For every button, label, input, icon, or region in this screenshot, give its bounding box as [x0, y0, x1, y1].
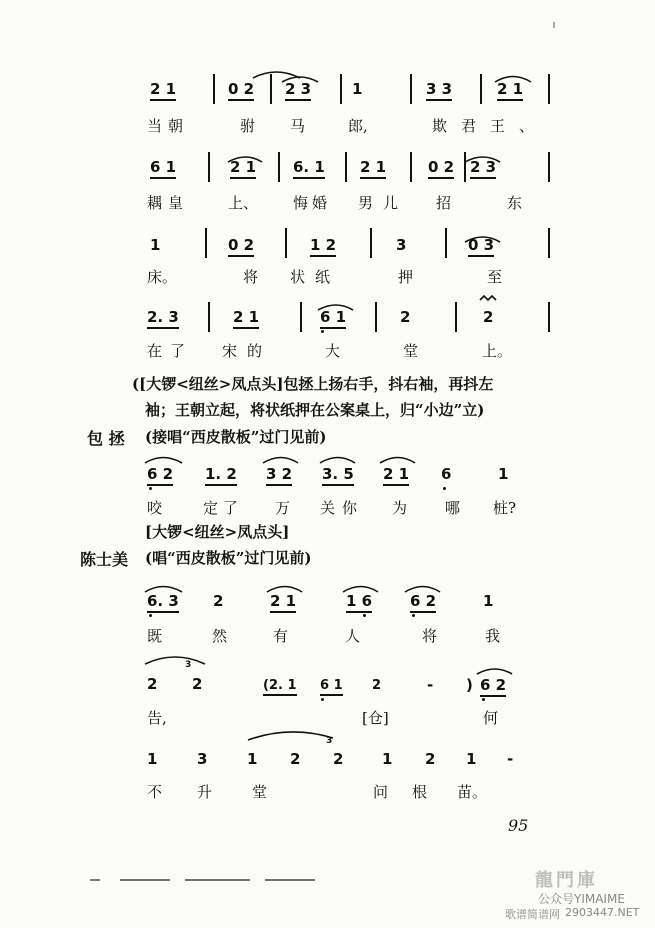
lyric: 升 [197, 783, 213, 801]
lyric: 当朝 [147, 117, 190, 135]
lyric: 在了 [147, 342, 194, 360]
lyric: 何 [483, 709, 499, 727]
low-octave-dot [321, 330, 324, 333]
note-group: 2 1 [383, 465, 409, 486]
lyric: 至 [487, 268, 503, 286]
note-group: 1 [352, 80, 363, 98]
note-group: 3 2 [266, 465, 292, 486]
lyric: 悔婚 [293, 194, 332, 212]
low-octave-dot [321, 698, 324, 701]
lyric: 堂 [403, 342, 419, 360]
lyric: 男儿 [358, 194, 409, 212]
note-group: 0 2 [428, 158, 454, 179]
lyric: 苗。 [457, 783, 488, 801]
lyric: 招 [436, 194, 452, 212]
bar-line [375, 302, 377, 332]
lyric: 郎, [348, 117, 368, 135]
note-group: 0 2 [228, 236, 254, 257]
note-group: 1 [247, 750, 258, 768]
note-group: 1 2 [310, 236, 336, 257]
note-group: 6. 3 [147, 592, 179, 613]
lyric: 为 [392, 499, 408, 517]
note-group: 2 3 [470, 158, 496, 179]
lyric: 哪 [445, 499, 461, 517]
lyric: 马 [290, 117, 306, 135]
note-group: 2 [192, 675, 203, 693]
low-octave-dot [149, 614, 152, 617]
note-group: 2 1 [230, 158, 256, 179]
low-octave-dot [149, 487, 152, 490]
bar-line [370, 228, 372, 258]
note-group: 2. 3 [147, 308, 179, 329]
grace-note: 3 [185, 660, 192, 670]
note-group: 2 1 [150, 80, 176, 101]
note-group: 3. 5 [322, 465, 354, 486]
watermark-text: 公众号YIMAIME [538, 892, 625, 906]
bar-line [410, 152, 412, 182]
note-group: 3 3 [426, 80, 452, 101]
note-group: 1 [150, 236, 161, 254]
bar-line [278, 152, 280, 182]
grace-note: 3 [326, 736, 333, 746]
note-group: 1 [147, 750, 158, 768]
lyric: 定了 [203, 499, 244, 517]
bar-line [548, 74, 550, 104]
note-group: 2 [483, 308, 494, 326]
lyric: [仓] [362, 709, 389, 727]
note-group: - [507, 750, 514, 768]
note-group: 0 3 [468, 236, 494, 257]
lyric: 驸 [240, 117, 256, 135]
bar-line [340, 74, 342, 104]
note-group: 1 [483, 592, 494, 610]
lyric: 既 [147, 627, 163, 645]
lyric: 耦皇 [147, 194, 190, 212]
bar-line [300, 302, 302, 332]
bar-line [285, 228, 287, 258]
note-group: 6 1 [150, 158, 176, 179]
stage-direction: 袖；王朝立起，将状纸押在公案桌上，归“小边”立) [145, 401, 485, 419]
bar-line [270, 74, 272, 104]
watermark-text: 2903447.NET [565, 906, 640, 919]
lyric: 欺君王、 [432, 117, 549, 135]
bar-line [205, 228, 207, 258]
lyric: 堂 [252, 783, 268, 801]
low-octave-dot [363, 614, 366, 617]
note-group: 2 [333, 750, 344, 768]
lyric: 桩? [493, 499, 517, 517]
bar-line [548, 152, 550, 182]
note-group: 2 1 [270, 592, 296, 613]
lyric: 咬 [147, 499, 163, 517]
watermark-text: 歌谱简谱网 [505, 908, 560, 921]
stage-direction: (唱“西皮散板”过门见前) [145, 549, 312, 567]
lyric: 将 [243, 268, 259, 286]
note-group: (2. 1 [263, 678, 297, 696]
lyric: 万 [275, 499, 291, 517]
note-group: 2 [400, 308, 411, 326]
lyric: 大 [325, 342, 341, 360]
low-octave-dot [482, 698, 485, 701]
role-name: 包 拯 [87, 429, 125, 448]
bar-line [548, 228, 550, 258]
bar-line [548, 302, 550, 332]
lyric: 我 [485, 627, 501, 645]
lyric: 然 [212, 627, 228, 645]
note-group: 6 1 [320, 678, 343, 696]
low-octave-dot [412, 614, 415, 617]
note-group: 6 1 [320, 308, 346, 329]
low-octave-dot [443, 487, 446, 490]
lyric: 押 [398, 268, 414, 286]
watermark-logo: 龍門庫 [535, 870, 598, 891]
note-group: 6 2 [410, 592, 436, 613]
note-group: 2 [213, 592, 224, 610]
note-group: 1. 2 [205, 465, 237, 486]
stage-direction: [大锣<纽丝>凤点头] [145, 523, 290, 541]
stage-direction: ([大锣<纽丝>凤点头]包拯上扬右手，抖右袖，再抖左 [132, 375, 494, 393]
note-group: 2 [290, 750, 301, 768]
note-group: 2 [372, 678, 382, 693]
note-group: ) [466, 676, 473, 694]
note-group: 6 [441, 465, 452, 483]
stage-direction: (接唱“西皮散板”过门见前) [145, 428, 327, 446]
lyric: 将 [422, 627, 438, 645]
note-group: 2 3 [285, 80, 311, 101]
lyric: 告, [147, 709, 167, 727]
bar-line [208, 302, 210, 332]
note-group: 2 [425, 750, 436, 768]
note-group: 0 2 [228, 80, 254, 101]
lyric: 上、 [228, 194, 259, 212]
note-group: 2 1 [233, 308, 259, 329]
page-number: 95 [508, 816, 529, 835]
note-group: 2 1 [360, 158, 386, 179]
note-group: 1 [466, 750, 477, 768]
bar-line [464, 152, 466, 182]
note-group: 2 1 [497, 80, 523, 101]
bar-line [345, 152, 347, 182]
note-group: - [427, 676, 434, 694]
bar-line [480, 74, 482, 104]
lyric: 不 [147, 783, 163, 801]
bar-line [410, 74, 412, 104]
lyric: 宋的 [222, 342, 273, 360]
bar-line [455, 302, 457, 332]
bar-line [213, 74, 215, 104]
note-group: 6 2 [147, 465, 173, 486]
lyric: 床。 [147, 268, 178, 286]
lyric: 东 [507, 194, 523, 212]
lyric: 关你 [320, 499, 365, 517]
lyric: 根 [412, 783, 428, 801]
note-group: 2 [147, 675, 158, 693]
note-group: 3 [396, 236, 407, 254]
note-group: 1 [498, 465, 509, 483]
note-group: 1 [382, 750, 393, 768]
lyric: 有 [273, 627, 289, 645]
note-group: 3 [197, 750, 208, 768]
lyric: 问 [373, 783, 389, 801]
note-group: 6. 1 [293, 158, 325, 179]
role-name: 陈士美 [80, 550, 129, 569]
lyric: 上。 [482, 342, 513, 360]
bar-line [208, 152, 210, 182]
note-group: 1 6 [346, 592, 372, 613]
note-group: 6 2 [480, 676, 506, 697]
lyric: 状纸 [290, 268, 341, 286]
lyric: 人 [345, 627, 361, 645]
bar-line [445, 228, 447, 258]
